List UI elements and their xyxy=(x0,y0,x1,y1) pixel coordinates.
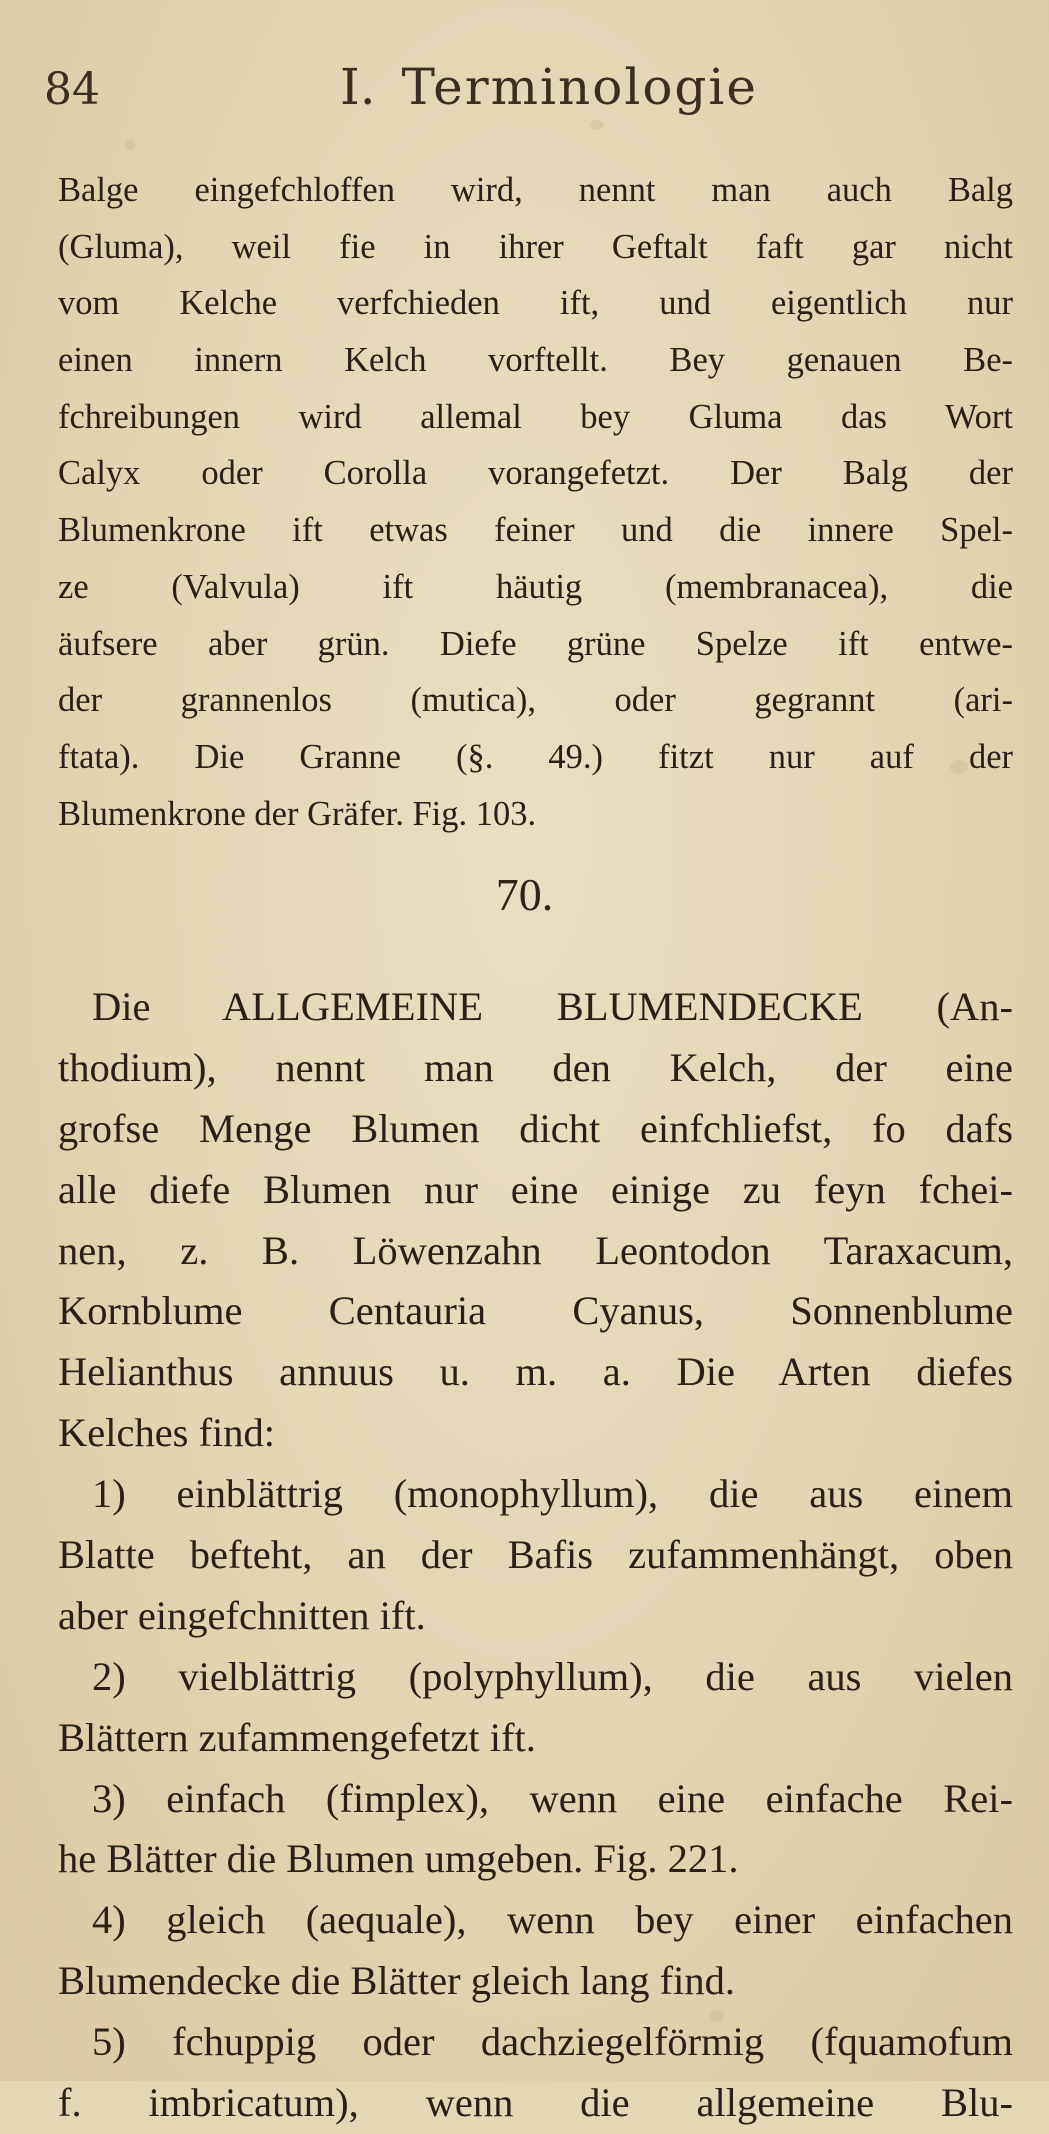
text-line: der grannenlos (mutica), oder gegrannt (ari- xyxy=(58,681,1013,720)
list-item: 1) einblättrig (monophyllum), die aus einem xyxy=(92,1471,1013,1517)
text-line: ftata). Die Granne (§. 49.) fitzt nur auf der xyxy=(58,737,1013,776)
text-line: Blumenkrone der Gräfer. Fig. 103. xyxy=(58,794,537,833)
list-item: 4) gleich (aequale), wenn bey einer einfachen xyxy=(92,1897,1013,1943)
text-line: Blatte befteht, an der Bafis zufammenhängt, oben xyxy=(58,1532,1013,1578)
text-line: aber eingefchnitten ift. xyxy=(58,1592,426,1638)
list-item: 5) fchuppig oder dachziegelförmig (fquamofum xyxy=(92,2019,1013,2065)
text-line: Kornblume Centauria Cyanus, Sonnenblume xyxy=(58,1288,1013,1334)
chapter-number: I. xyxy=(340,58,376,116)
paper-stain xyxy=(125,140,135,150)
text-line: thodium), nennt man den Kelch, der eine xyxy=(58,1044,1013,1090)
chapter-title: Terminologie xyxy=(401,58,759,116)
text-line: vom Kelche verfchieden ift, und eigentlich nur xyxy=(58,284,1013,323)
text-line: einen innern Kelch vorftellt. Bey genauen Be- xyxy=(58,341,1013,380)
running-head xyxy=(340,58,758,116)
text-line: f. imbricatum), wenn die allgemeine Blu- xyxy=(58,2080,1013,2126)
section-number: 70. xyxy=(495,869,554,920)
text-line: Blumenkrone ift etwas feiner und die innere Spel- xyxy=(58,511,1013,550)
text-line: grofse Menge Blumen dicht einfchliefst, fo dafs xyxy=(58,1105,1013,1151)
paragraph-continued xyxy=(58,162,1013,842)
text-line: nen, z. B. Löwenzahn Leontodon Taraxacum, xyxy=(58,1227,1013,1273)
paragraph-section-70 xyxy=(58,977,1013,2134)
text-line: Helianthus annuus u. m. a. Die Arten diefes xyxy=(58,1349,1013,1395)
page-number: 84 xyxy=(44,64,100,115)
list-item: 2) vielblättrig (polyphyllum), die aus vielen xyxy=(92,1653,1013,1699)
text-line: Die ALLGEMEINE BLUMENDECKE (An- xyxy=(92,984,1013,1029)
list-item: 3) einfach (fimplex), wenn eine einfache Rei- xyxy=(92,1775,1013,1821)
text-line: ze (Valvula) ift häutig (membranacea), die xyxy=(58,567,1013,606)
text-line: fchreibungen wird allemal bey Gluma das Wort xyxy=(58,397,1013,436)
text-line: äufsere aber grün. Diefe grüne Spelze ift entwe- xyxy=(58,624,1013,663)
text-line: Balge eingefchloffen wird, nennt man auch Balg xyxy=(58,171,1013,209)
text-line: Kelches find: xyxy=(58,1410,276,1456)
text-line: Calyx oder Corolla vorangefetzt. Der Balg der xyxy=(58,454,1013,493)
running-header xyxy=(0,58,1049,128)
text-line: Blättern zufammengefetzt ift. xyxy=(58,1714,536,1760)
text-line: alle diefe Blumen nur eine einige zu feyn fchei- xyxy=(58,1166,1013,1212)
text-line: Blumendecke die Blätter gleich lang find. xyxy=(58,1958,736,2004)
text-line: (Gluma), weil fie in ihrer Geftalt faft gar nicht xyxy=(58,227,1013,266)
text-line: he Blätter die Blumen umgeben. Fig. 221. xyxy=(58,1836,739,1882)
